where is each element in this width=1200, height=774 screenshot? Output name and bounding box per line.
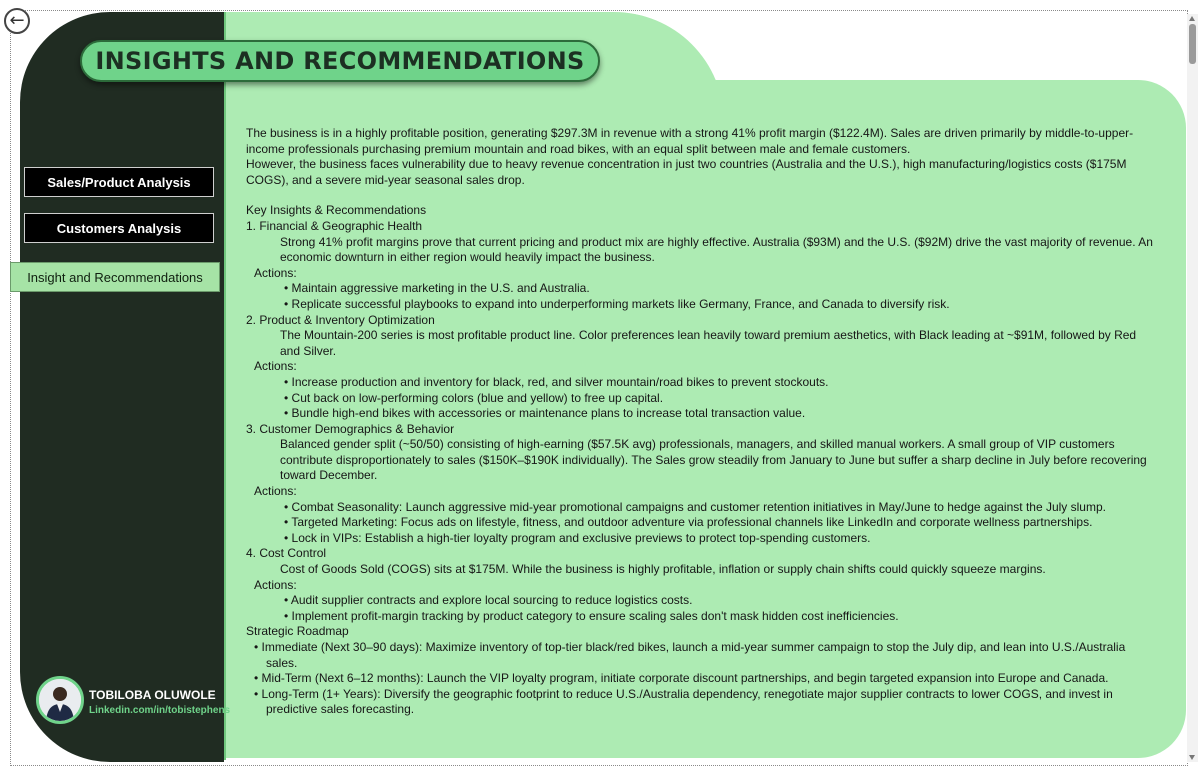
- avatar-person-icon: [39, 679, 81, 721]
- summary-paragraph-2: However, the business faces vulnerability due to heavy revenue concentration in just two countries (Australia and the U.S.), high manufacturing/logistics costs ($175M COGS), and a severe mid-year seasonal sales drop.: [246, 157, 1127, 187]
- section-heading: 4. Cost Control: [246, 546, 327, 561]
- profile-linkedin-link[interactable]: Linkedin.com/in/tobistephens: [89, 705, 231, 716]
- action-item: • Maintain aggressive marketing in the U.S. and Australia.: [284, 281, 590, 296]
- action-item: • Targeted Marketing: Focus ads on lifestyle, fitness, and outdoor adventure via professional channels like LinkedIn and corporate wellness partnerships.: [284, 515, 1093, 530]
- action-item: • Cut back on low-performing colors (blue and yellow) to free up capital.: [284, 390, 664, 405]
- key-insights-heading: Key Insights & Recommendations: [246, 203, 427, 218]
- section-heading: 2. Product & Inventory Optimization: [246, 312, 435, 327]
- action-item: • Implement profit-margin tracking by product category to ensure scaling sales don't mask hidden cost inefficiencies.: [284, 608, 899, 623]
- scroll-up-icon[interactable]: [1189, 16, 1195, 21]
- actions-label: Actions:: [254, 484, 297, 499]
- section-heading: 3. Customer Demographics & Behavior: [246, 421, 455, 436]
- nav-customers-analysis-button[interactable]: Customers Analysis: [24, 213, 214, 243]
- page-title: INSIGHTS AND RECOMMENDATIONS: [95, 47, 585, 75]
- action-item: • Audit supplier contracts and explore local sourcing to reduce logistics costs.: [284, 593, 693, 608]
- roadmap-item: • Immediate (Next 30–90 days): Maximize inventory of top-tier black/red bikes, launch a mid-year summer campaign to stop the July dip, and lean into U.S./Australia sales.: [254, 640, 1126, 670]
- actions-label: Actions:: [254, 265, 297, 280]
- insights-text: [246, 126, 1158, 718]
- roadmap-heading: Strategic Roadmap: [246, 624, 349, 639]
- avatar: [36, 676, 84, 724]
- page-title-banner: [80, 40, 600, 82]
- back-arrow-icon[interactable]: ←: [4, 8, 30, 34]
- section-body: The Mountain-200 series is most profitable product line. Color preferences lean heavily toward premium aesthetics, with Black leading at ~$91M, followed by Red and Silver.: [280, 328, 1137, 358]
- actions-label: Actions:: [254, 577, 297, 592]
- action-item: • Lock in VIPs: Establish a high-tier loyalty program and exclusive previews to protect top-spending customers.: [284, 530, 871, 545]
- scroll-thumb[interactable]: [1189, 24, 1196, 64]
- roadmap-item: • Long-Term (1+ Years): Diversify the geographic footprint to reduce U.S./Australia dependency, renegotiate major supplier contracts to lower COGS, and invest in predictive sales forecasting.: [254, 686, 1113, 717]
- roadmap-item: • Mid-Term (Next 6–12 months): Launch the VIP loyalty program, initiate corporate discount partnerships, and begin targeted expansion into Europe and Canada.: [254, 671, 1109, 686]
- section-heading: 1. Financial & Geographic Health: [246, 218, 423, 233]
- nav-sales-product-analysis-button[interactable]: Sales/Product Analysis: [24, 167, 214, 197]
- section-body: Cost of Goods Sold (COGS) sits at $175M. While the business is highly profitable, inflation or supply chain shifts could quickly squeeze margins.: [280, 562, 1046, 577]
- section-body: Strong 41% profit margins prove that current pricing and product mix are highly effective. Australia ($93M) and the U.S. ($92M) drive the vast majority of revenue. An economic downturn in either region would heavily impact the business.: [280, 234, 1153, 265]
- vertical-scrollbar[interactable]: [1187, 14, 1198, 762]
- action-item: • Combat Seasonality: Launch aggressive mid-year promotional campaigns and customer retention initiatives in May/June to hedge against the July slump.: [284, 499, 1106, 514]
- action-item: • Increase production and inventory for black, red, and silver mountain/road bikes to prevent stockouts.: [284, 374, 829, 389]
- scroll-down-icon[interactable]: [1189, 755, 1195, 760]
- panel-edge-divider: [224, 12, 226, 760]
- nav-insight-recommendations-button[interactable]: Insight and Recommendations: [10, 262, 220, 292]
- section-body: Balanced gender split (~50/50) consisting of high-earning ($57.5K avg) professionals, managers, and skilled manual workers. A small group of VIP customers contribute disproportionately to sales ($150K–$190K individually). The Sales grow steadily from January to June but suffer a sharp decline in July before recovering toward December.: [280, 437, 1147, 483]
- actions-label: Actions:: [254, 359, 297, 374]
- summary-paragraph-1: The business is in a highly profitable position, generating $297.3M in revenue with a strong 41% profit margin ($122.4M). Sales are driven primarily by middle-to-upper-income professionals purchasing premium mountain and road bikes, with an equal split between male and female customers.: [246, 126, 1134, 156]
- sidebar: [20, 12, 224, 762]
- action-item: • Replicate successful playbooks to expand into underperforming markets like Germany, France, and Canada to diversify risk.: [284, 296, 950, 311]
- profile-name: TOBILOBA OLUWOLE: [89, 688, 216, 702]
- action-item: • Bundle high-end bikes with accessories or maintenance plans to increase total transaction value.: [284, 406, 806, 421]
